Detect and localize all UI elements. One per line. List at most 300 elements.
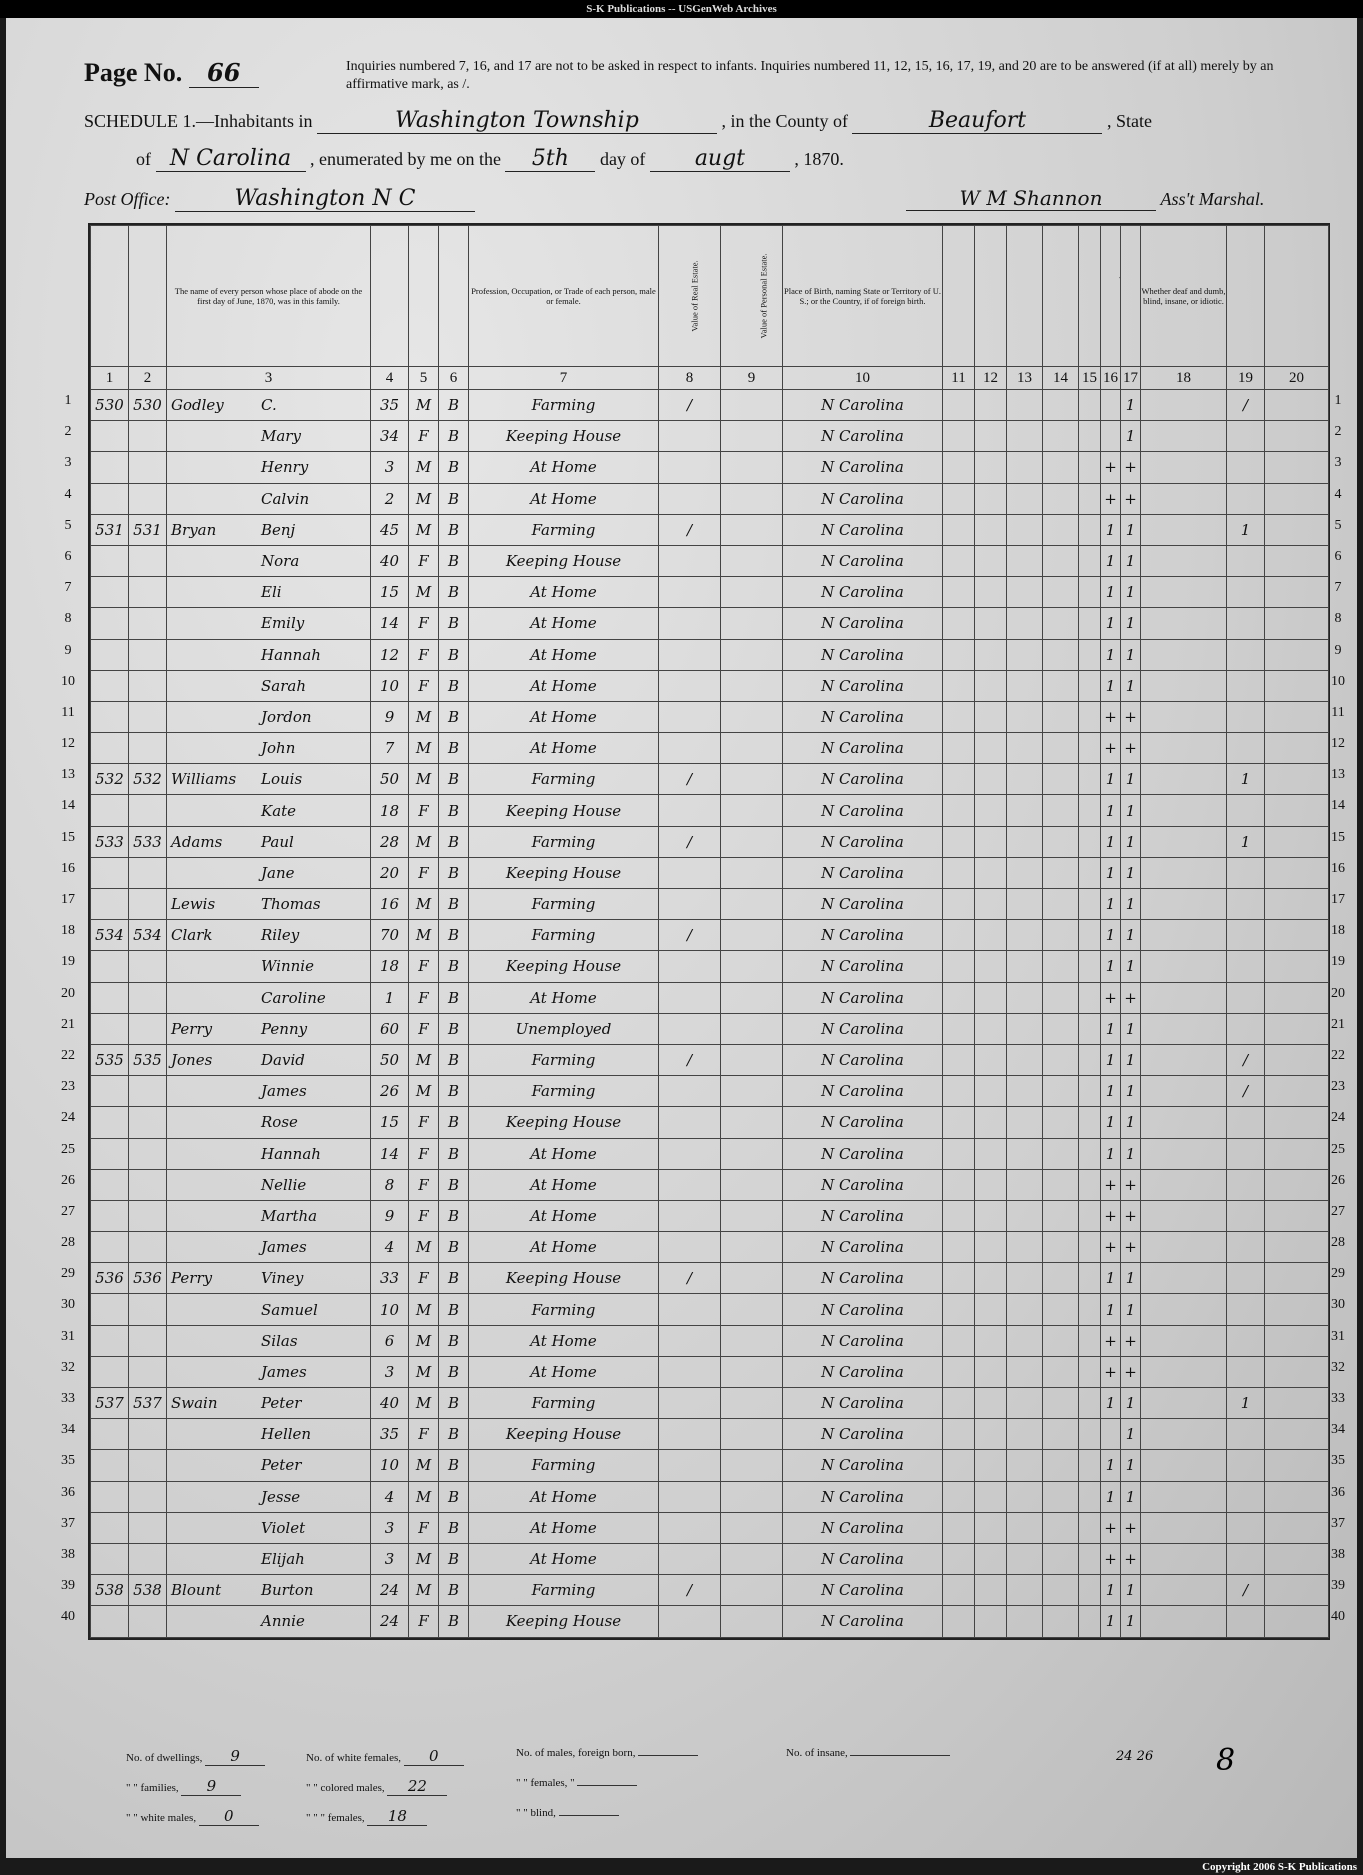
citizen-cell <box>1227 1232 1265 1263</box>
occupation-cell: At Home <box>469 701 659 732</box>
father-foreign-cell <box>943 1481 975 1512</box>
birthplace-cell: N Carolina <box>783 483 943 514</box>
cannot-write-cell: 1 <box>1121 1450 1141 1481</box>
given-name: Jordon <box>261 707 312 726</box>
line-number-right: 24 <box>1331 1110 1345 1125</box>
real-estate-cell <box>659 1138 721 1169</box>
mother-foreign-cell <box>975 1356 1007 1387</box>
born-within-year-cell <box>1007 1294 1043 1325</box>
age-cell: 3 <box>371 452 409 483</box>
given-name: Emily <box>261 614 305 633</box>
father-foreign-cell <box>943 733 975 764</box>
inquiry-note: Inquiries numbered 7, 16, and 17 are not to be asked in respect to infants. Inquiries numbered 11, 12, 15, 16, 17, 19, and 20 are to be answered (if at all) merely by an affirmative mark, as /. <box>346 59 1274 92</box>
surname: Blount <box>171 1581 222 1600</box>
occupation-cell: Keeping House <box>469 857 659 888</box>
personal-estate-cell <box>721 452 783 483</box>
father-foreign-cell <box>943 1575 975 1606</box>
given-name: Henry <box>261 458 309 477</box>
col-header-family <box>129 226 167 367</box>
birthplace-cell: N Carolina <box>783 1543 943 1574</box>
cannot-read-cell: + <box>1101 1543 1121 1574</box>
disability-cell <box>1141 1107 1227 1138</box>
family-number <box>129 889 167 920</box>
mother-foreign-cell <box>975 670 1007 701</box>
occupation-cell: Keeping House <box>469 545 659 576</box>
sex-cell: F <box>409 670 439 701</box>
dwelling-number <box>91 795 129 826</box>
line-number-left: 23 <box>61 1079 75 1094</box>
real-estate-cell <box>659 1200 721 1231</box>
line-number-right: 18 <box>1331 923 1345 938</box>
real-estate-cell <box>659 1388 721 1419</box>
line-number-right: 20 <box>1331 986 1345 1001</box>
census-row <box>91 1232 1329 1263</box>
given-name: Sarah <box>261 676 306 695</box>
color-cell: B <box>439 857 469 888</box>
sex-cell: M <box>409 920 439 951</box>
cannot-write-cell: 1 <box>1121 1388 1141 1419</box>
personal-estate-cell <box>721 608 783 639</box>
person-name <box>167 1107 371 1138</box>
dwelling-number <box>91 733 129 764</box>
line-number-right: 22 <box>1331 1048 1345 1063</box>
color-cell: B <box>439 1481 469 1512</box>
surname: Perry <box>171 1269 213 1288</box>
given-name: John <box>261 739 296 758</box>
line-number-right: 11 <box>1331 705 1345 720</box>
personal-estate-cell <box>721 733 783 764</box>
dwelling-number <box>91 421 129 452</box>
married-within-year-cell <box>1043 1481 1079 1512</box>
born-within-year-cell <box>1007 1543 1043 1574</box>
born-within-year-cell <box>1007 1044 1043 1075</box>
father-foreign-cell <box>943 452 975 483</box>
cannot-write-cell: 1 <box>1121 421 1141 452</box>
born-within-year-cell <box>1007 701 1043 732</box>
disability-cell <box>1141 1450 1227 1481</box>
birthplace-cell: N Carolina <box>783 1044 943 1075</box>
col-header-citizens <box>1227 226 1265 367</box>
occupation-cell: At Home <box>469 639 659 670</box>
family-number <box>129 1232 167 1263</box>
citizen-cell <box>1227 1325 1265 1356</box>
married-within-year-cell <box>1043 1325 1079 1356</box>
line-number-right: 14 <box>1331 798 1345 813</box>
color-cell: B <box>439 514 469 545</box>
personal-estate-cell <box>721 670 783 701</box>
line-number-left: 19 <box>61 954 75 969</box>
mother-foreign-cell <box>975 1138 1007 1169</box>
occupation-cell: Keeping House <box>469 1419 659 1450</box>
citizen-cell <box>1227 1606 1265 1637</box>
citizen-cell <box>1227 701 1265 732</box>
person-name <box>167 1481 371 1512</box>
sex-cell: M <box>409 889 439 920</box>
sex-cell: F <box>409 608 439 639</box>
line-number-left: 33 <box>61 1391 75 1406</box>
sex-cell: F <box>409 1200 439 1231</box>
disability-cell <box>1141 1138 1227 1169</box>
real-estate-cell <box>659 1450 721 1481</box>
age-cell: 15 <box>371 1107 409 1138</box>
page-number-value: 66 <box>189 58 259 88</box>
father-foreign-cell <box>943 1325 975 1356</box>
real-estate-cell: / <box>659 764 721 795</box>
citizen-cell <box>1227 1138 1265 1169</box>
citizen-cell <box>1227 1263 1265 1294</box>
person-name <box>167 1169 371 1200</box>
person-name <box>167 1138 371 1169</box>
person-name <box>167 951 371 982</box>
line-number-right: 32 <box>1331 1360 1345 1375</box>
family-number <box>129 1543 167 1574</box>
person-name <box>167 514 371 545</box>
line-number-left: 34 <box>61 1422 75 1437</box>
school-cell <box>1079 390 1101 421</box>
mother-foreign-cell <box>975 1263 1007 1294</box>
archive-banner: S-K Publications -- USGenWeb Archives <box>0 0 1363 18</box>
line-number-left: 2 <box>64 424 72 439</box>
col-header-age <box>371 226 409 367</box>
dwelling-number <box>91 577 129 608</box>
born-within-year-cell <box>1007 733 1043 764</box>
color-cell: B <box>439 1294 469 1325</box>
real-estate-cell <box>659 1543 721 1574</box>
sex-cell: M <box>409 1076 439 1107</box>
post-office-value: Washington N C <box>175 186 475 212</box>
personal-estate-cell <box>721 1013 783 1044</box>
occupation-cell: Farming <box>469 1388 659 1419</box>
occupation-cell: At Home <box>469 1138 659 1169</box>
real-estate-cell <box>659 483 721 514</box>
married-within-year-cell <box>1043 795 1079 826</box>
disability-cell <box>1141 1294 1227 1325</box>
personal-estate-cell <box>721 1575 783 1606</box>
given-name: Kate <box>261 801 297 820</box>
sex-cell: M <box>409 1575 439 1606</box>
line-number-left: 37 <box>61 1516 75 1531</box>
township-value: Washington Township <box>317 108 717 134</box>
real-estate-cell: / <box>659 1575 721 1606</box>
personal-estate-cell <box>721 826 783 857</box>
line-number-right: 19 <box>1331 954 1345 969</box>
school-cell <box>1079 1138 1101 1169</box>
col-header-real-estate: Value of Real Estate. <box>659 226 721 367</box>
married-within-year-cell <box>1043 1138 1079 1169</box>
disability-cell <box>1141 421 1227 452</box>
given-name: Silas <box>261 1331 298 1350</box>
person-name <box>167 826 371 857</box>
surname: Adams <box>171 832 223 851</box>
occupation-cell: At Home <box>469 982 659 1013</box>
school-cell <box>1079 1013 1101 1044</box>
real-estate-cell: / <box>659 920 721 951</box>
census-row <box>91 951 1329 982</box>
school-cell <box>1079 1388 1101 1419</box>
school-cell <box>1079 1263 1101 1294</box>
state-value: N Carolina <box>156 146 306 172</box>
real-estate-cell <box>659 951 721 982</box>
occupation-cell: At Home <box>469 733 659 764</box>
line-number-right: 39 <box>1331 1578 1345 1593</box>
color-cell: B <box>439 1419 469 1450</box>
school-cell <box>1079 733 1101 764</box>
family-number: 533 <box>129 826 167 857</box>
mother-foreign-cell <box>975 1606 1007 1637</box>
mother-foreign-cell <box>975 1543 1007 1574</box>
father-foreign-cell <box>943 514 975 545</box>
dwelling-number: 535 <box>91 1044 129 1075</box>
color-cell: B <box>439 1044 469 1075</box>
mother-foreign-cell <box>975 951 1007 982</box>
real-estate-cell <box>659 889 721 920</box>
disability-cell <box>1141 951 1227 982</box>
cannot-read-cell: 1 <box>1101 1076 1121 1107</box>
dwelling-number: 533 <box>91 826 129 857</box>
family-number <box>129 545 167 576</box>
line-number-left: 5 <box>64 518 72 533</box>
personal-estate-cell <box>721 390 783 421</box>
age-cell: 40 <box>371 545 409 576</box>
father-foreign-cell <box>943 670 975 701</box>
school-cell <box>1079 1076 1101 1107</box>
real-estate-cell <box>659 1512 721 1543</box>
census-row <box>91 1356 1329 1387</box>
line-number-left: 7 <box>64 580 72 595</box>
birthplace-cell: N Carolina <box>783 1606 943 1637</box>
census-table <box>88 223 1330 1640</box>
line-number-right: 29 <box>1331 1266 1345 1281</box>
mother-foreign-cell <box>975 608 1007 639</box>
occupation-cell: Keeping House <box>469 421 659 452</box>
line-number-right: 9 <box>1334 643 1342 658</box>
birthplace-cell: N Carolina <box>783 951 943 982</box>
personal-estate-cell <box>721 1294 783 1325</box>
family-number: 534 <box>129 920 167 951</box>
school-cell <box>1079 982 1101 1013</box>
given-name: Nora <box>261 552 300 571</box>
column-number: 1 <box>91 367 129 390</box>
sex-cell: M <box>409 514 439 545</box>
married-within-year-cell <box>1043 577 1079 608</box>
census-row <box>91 857 1329 888</box>
father-foreign-cell <box>943 701 975 732</box>
father-foreign-cell <box>943 1107 975 1138</box>
cannot-write-cell: + <box>1121 733 1141 764</box>
cannot-read-cell: + <box>1101 1200 1121 1231</box>
given-name: Louis <box>261 770 303 789</box>
given-name: Elijah <box>261 1550 305 1569</box>
cannot-write-cell: 1 <box>1121 1419 1141 1450</box>
born-within-year-cell <box>1007 421 1043 452</box>
sex-cell: F <box>409 639 439 670</box>
age-cell: 9 <box>371 1200 409 1231</box>
personal-estate-cell <box>721 1606 783 1637</box>
line-number-left: 1 <box>64 393 72 408</box>
dwelling-number <box>91 1076 129 1107</box>
person-name <box>167 1232 371 1263</box>
citizen-cell <box>1227 1512 1265 1543</box>
surname: Lewis <box>171 895 216 914</box>
day-value: 5th <box>505 146 595 172</box>
disability-cell <box>1141 1356 1227 1387</box>
birthplace-cell: N Carolina <box>783 795 943 826</box>
mother-foreign-cell <box>975 795 1007 826</box>
census-row <box>91 1606 1329 1637</box>
color-cell: B <box>439 1606 469 1637</box>
mother-foreign-cell <box>975 826 1007 857</box>
census-row <box>91 1543 1329 1574</box>
citizen-cell <box>1227 1481 1265 1512</box>
mother-foreign-cell <box>975 452 1007 483</box>
cannot-write-cell: 1 <box>1121 1575 1141 1606</box>
married-within-year-cell <box>1043 483 1079 514</box>
cannot-read-cell <box>1101 1419 1121 1450</box>
cannot-write-cell: 1 <box>1121 390 1141 421</box>
line-number-left: 6 <box>64 549 72 564</box>
person-name <box>167 1076 371 1107</box>
married-within-year-cell <box>1043 452 1079 483</box>
age-cell: 8 <box>371 1169 409 1200</box>
citizen-cell <box>1227 1294 1265 1325</box>
given-name: Peter <box>261 1394 302 1413</box>
person-name <box>167 764 371 795</box>
line-number-left: 11 <box>61 705 75 720</box>
age-cell: 24 <box>371 1606 409 1637</box>
father-foreign-cell <box>943 483 975 514</box>
post-office-label: Post Office: <box>84 189 171 209</box>
color-cell: B <box>439 608 469 639</box>
father-foreign-cell <box>943 1294 975 1325</box>
family-number: 535 <box>129 1044 167 1075</box>
age-cell: 16 <box>371 889 409 920</box>
color-cell: B <box>439 951 469 982</box>
birthplace-cell: N Carolina <box>783 514 943 545</box>
married-within-year-cell <box>1043 920 1079 951</box>
father-foreign-cell <box>943 1138 975 1169</box>
sex-cell: F <box>409 857 439 888</box>
dwelling-number <box>91 639 129 670</box>
census-row <box>91 1388 1329 1419</box>
family-number <box>129 639 167 670</box>
age-cell: 24 <box>371 1575 409 1606</box>
birthplace-cell: N Carolina <box>783 857 943 888</box>
married-within-year-cell <box>1043 1450 1079 1481</box>
mother-foreign-cell <box>975 421 1007 452</box>
sex-cell: M <box>409 764 439 795</box>
birthplace-cell: N Carolina <box>783 1138 943 1169</box>
cannot-write-cell: 1 <box>1121 1294 1141 1325</box>
line-number-right: 1 <box>1334 393 1342 408</box>
color-cell: B <box>439 826 469 857</box>
mother-foreign-cell <box>975 1200 1007 1231</box>
sex-cell: F <box>409 982 439 1013</box>
given-name: Burton <box>261 1581 314 1600</box>
birthplace-cell: N Carolina <box>783 1575 943 1606</box>
cannot-write-cell: + <box>1121 1543 1141 1574</box>
sex-cell: F <box>409 1419 439 1450</box>
real-estate-cell: / <box>659 514 721 545</box>
dwelling-number <box>91 670 129 701</box>
disability-cell <box>1141 608 1227 639</box>
color-cell: B <box>439 701 469 732</box>
color-cell: B <box>439 452 469 483</box>
census-row <box>91 390 1329 421</box>
birthplace-cell: N Carolina <box>783 1356 943 1387</box>
column-number: 15 <box>1079 367 1101 390</box>
disability-cell <box>1141 1013 1227 1044</box>
copyright-notice: Copyright 2006 S-K Publications <box>1202 1861 1357 1873</box>
citizen-cell <box>1227 670 1265 701</box>
school-cell <box>1079 577 1101 608</box>
married-within-year-cell <box>1043 1388 1079 1419</box>
disability-cell <box>1141 390 1227 421</box>
cannot-write-cell: + <box>1121 483 1141 514</box>
line-number-right: 8 <box>1334 611 1342 626</box>
age-cell: 4 <box>371 1481 409 1512</box>
line-number-right: 4 <box>1334 487 1342 502</box>
line-number-left: 26 <box>61 1173 75 1188</box>
disability-cell <box>1141 1481 1227 1512</box>
dwelling-number <box>91 1294 129 1325</box>
married-within-year-cell <box>1043 670 1079 701</box>
father-foreign-cell <box>943 390 975 421</box>
line-number-left: 27 <box>61 1204 75 1219</box>
birthplace-cell: N Carolina <box>783 733 943 764</box>
citizen-cell <box>1227 733 1265 764</box>
born-within-year-cell <box>1007 670 1043 701</box>
dwelling-number <box>91 951 129 982</box>
real-estate-cell <box>659 608 721 639</box>
born-within-year-cell <box>1007 545 1043 576</box>
dwelling-number <box>91 608 129 639</box>
birthplace-cell: N Carolina <box>783 1512 943 1543</box>
disability-cell <box>1141 1169 1227 1200</box>
school-cell <box>1079 421 1101 452</box>
real-estate-cell <box>659 1076 721 1107</box>
given-name: James <box>261 1238 307 1257</box>
age-cell: 3 <box>371 1356 409 1387</box>
family-number <box>129 1356 167 1387</box>
col-header-married-within-year <box>1043 226 1079 367</box>
mother-foreign-cell <box>975 857 1007 888</box>
given-name: Riley <box>261 926 300 945</box>
age-cell: 2 <box>371 483 409 514</box>
birthplace-cell: N Carolina <box>783 1481 943 1512</box>
col-header-mother-foreign <box>975 226 1007 367</box>
line-number-right: 2 <box>1334 424 1342 439</box>
schedule-line <box>84 108 1152 134</box>
person-name <box>167 1419 371 1450</box>
occupation-cell: At Home <box>469 1356 659 1387</box>
birthplace-cell: N Carolina <box>783 1388 943 1419</box>
occupation-cell: Keeping House <box>469 795 659 826</box>
disability-cell <box>1141 1543 1227 1574</box>
occupation-cell: Keeping House <box>469 951 659 982</box>
person-name <box>167 733 371 764</box>
birthplace-cell: N Carolina <box>783 577 943 608</box>
married-within-year-cell <box>1043 982 1079 1013</box>
born-within-year-cell <box>1007 1076 1043 1107</box>
person-name <box>167 670 371 701</box>
line-number-right: 25 <box>1331 1142 1345 1157</box>
married-within-year-cell <box>1043 608 1079 639</box>
color-cell: B <box>439 1512 469 1543</box>
age-cell: 40 <box>371 1388 409 1419</box>
cannot-read-cell: 1 <box>1101 670 1121 701</box>
line-number-left: 20 <box>61 986 75 1001</box>
column-number: 5 <box>409 367 439 390</box>
